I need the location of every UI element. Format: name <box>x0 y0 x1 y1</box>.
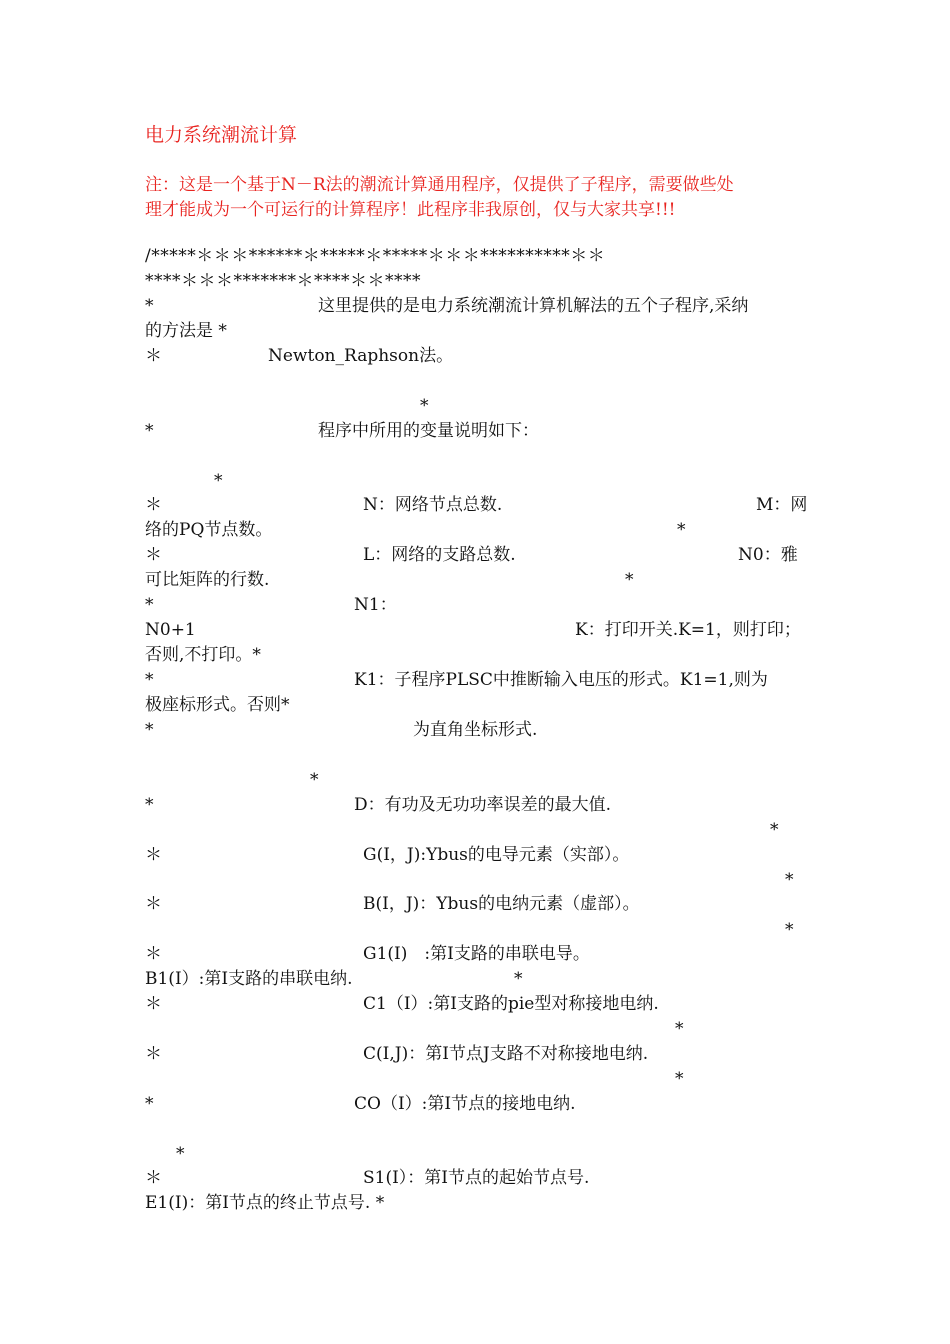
code-line: * <box>145 795 154 815</box>
code-line: * <box>625 570 634 590</box>
code-line: G1(I) :第I支路的串联电导。 <box>363 944 590 964</box>
code-line: 这里提供的是电力系统潮流计算机解法的五个子程序,采纳 <box>318 296 749 316</box>
code-line: * <box>145 670 154 690</box>
code-line: ＊ <box>145 346 162 366</box>
code-line: * <box>145 421 154 441</box>
code-line: 可比矩阵的行数. <box>145 570 270 590</box>
code-line: * <box>770 820 779 840</box>
code-line: B1(I）:第I支路的串联电纳. <box>145 969 353 989</box>
code-line: K：打印开关.K=1，则打印； <box>575 620 801 640</box>
code-line: N：网络节点总数. <box>363 495 503 515</box>
code-line: ＊ <box>145 845 162 865</box>
code-line: 为直角坐标形式. <box>413 720 538 740</box>
code-line: L：网络的支路总数. <box>363 545 516 565</box>
code-line: C1（I）:第I支路的pie型对称接地电纳. <box>363 994 659 1014</box>
code-line: * <box>675 1069 684 1089</box>
code-line: /*****＊＊＊******＊*****＊*****＊＊＊**********＊＊ <box>145 246 606 266</box>
code-line: * <box>677 520 686 540</box>
note-line: 注：这是一个基于N－R法的潮流计算通用程序，仅提供了子程序，需要做些处 <box>145 175 734 195</box>
code-line: ＊ <box>145 495 162 515</box>
code-line: * <box>514 969 523 989</box>
code-line: D：有功及无功功率误差的最大值. <box>354 795 612 815</box>
code-line: * <box>214 471 223 491</box>
code-line: * <box>145 1094 154 1114</box>
code-line: ＊ <box>145 994 162 1014</box>
code-line: * <box>420 396 429 416</box>
document-title: 电力系统潮流计算 <box>145 124 298 146</box>
code-line: C(I,J)：第I节点J支路不对称接地电纳. <box>363 1044 649 1064</box>
code-line: * <box>145 296 154 316</box>
code-line: * <box>785 870 794 890</box>
code-line: E1(I)：第I节点的终止节点号. * <box>145 1193 385 1213</box>
code-line: 络的PQ节点数。 <box>145 520 273 540</box>
code-line: 否则,不打印。* <box>145 645 261 665</box>
note-line: 理才能成为一个可运行的计算程序！此程序非我原创，仅与大家共享!!! <box>145 200 676 220</box>
code-line: * <box>310 770 319 790</box>
code-line: ＊ <box>145 545 162 565</box>
code-line: S1(I）：第I节点的起始节点号. <box>363 1168 590 1188</box>
code-line: ****＊＊＊*******＊****＊＊**** <box>145 271 421 291</box>
code-line: * <box>176 1144 185 1164</box>
code-line: N1： <box>354 595 397 615</box>
code-line: * <box>675 1019 684 1039</box>
code-line: N0+1 <box>145 620 196 640</box>
code-line: 极座标形式。否则* <box>145 695 290 715</box>
code-line: Newton_Raphson法。 <box>268 346 454 366</box>
code-line: M：网 <box>756 495 808 515</box>
code-line: 程序中所用的变量说明如下： <box>318 421 539 441</box>
code-line: G(I，J):Ybus的电导元素（实部）。 <box>363 845 630 865</box>
code-line: N0：雅 <box>738 545 798 565</box>
code-line: ＊ <box>145 894 162 914</box>
code-line: B(I，J)：Ybus的电纳元素（虚部）。 <box>363 894 640 914</box>
code-line: CO（I）:第I节点的接地电纳. <box>354 1094 576 1114</box>
code-line: ＊ <box>145 944 162 964</box>
code-line: * <box>785 920 794 940</box>
code-line: ＊ <box>145 1044 162 1064</box>
code-line: ＊ <box>145 1168 162 1188</box>
code-line: * <box>145 595 154 615</box>
code-line: 的方法是 * <box>145 321 227 341</box>
code-line: K1：子程序PLSC中推断输入电压的形式。K1=1,则为 <box>354 670 768 690</box>
code-line: * <box>145 720 154 740</box>
